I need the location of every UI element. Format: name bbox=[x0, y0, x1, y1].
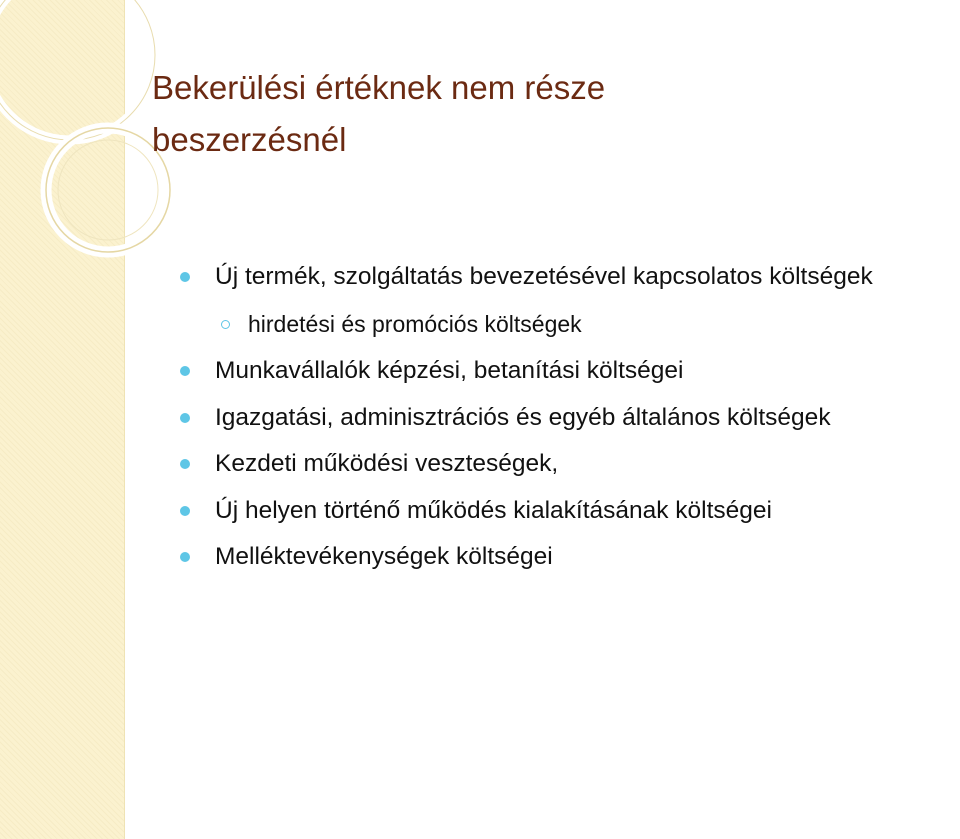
list-item-text: Igazgatási, adminisztrációs és egyéb általános költségek bbox=[215, 404, 831, 431]
list-item-text: Új termék, szolgáltatás bevezetésével kapcsolatos költségek bbox=[215, 263, 873, 290]
list-item-text: Kezdeti működési veszteségek, bbox=[215, 450, 559, 477]
filled-circle-bullet-icon bbox=[180, 459, 190, 469]
list-item-text: Munkavállalók képzési, betanítási költségei bbox=[215, 357, 684, 384]
list-item-text: Új helyen történő működés kialakításának költségei bbox=[215, 497, 773, 524]
filled-circle-bullet-icon bbox=[180, 552, 190, 562]
slide-title-line-2: beszerzésnél bbox=[152, 121, 347, 158]
filled-circle-bullet-icon bbox=[180, 413, 190, 423]
filled-circle-bullet-icon bbox=[180, 272, 190, 282]
hollow-circle-bullet-icon bbox=[221, 320, 230, 329]
filled-circle-bullet-icon bbox=[180, 366, 190, 376]
filled-circle-bullet-icon bbox=[180, 506, 190, 516]
list-item-text: hirdetési és promóciós költségek bbox=[248, 311, 582, 337]
slide-title-line-1: Bekerülési értéknek nem része bbox=[152, 69, 606, 106]
list-item-text: Melléktevékenységek költségei bbox=[215, 543, 553, 570]
